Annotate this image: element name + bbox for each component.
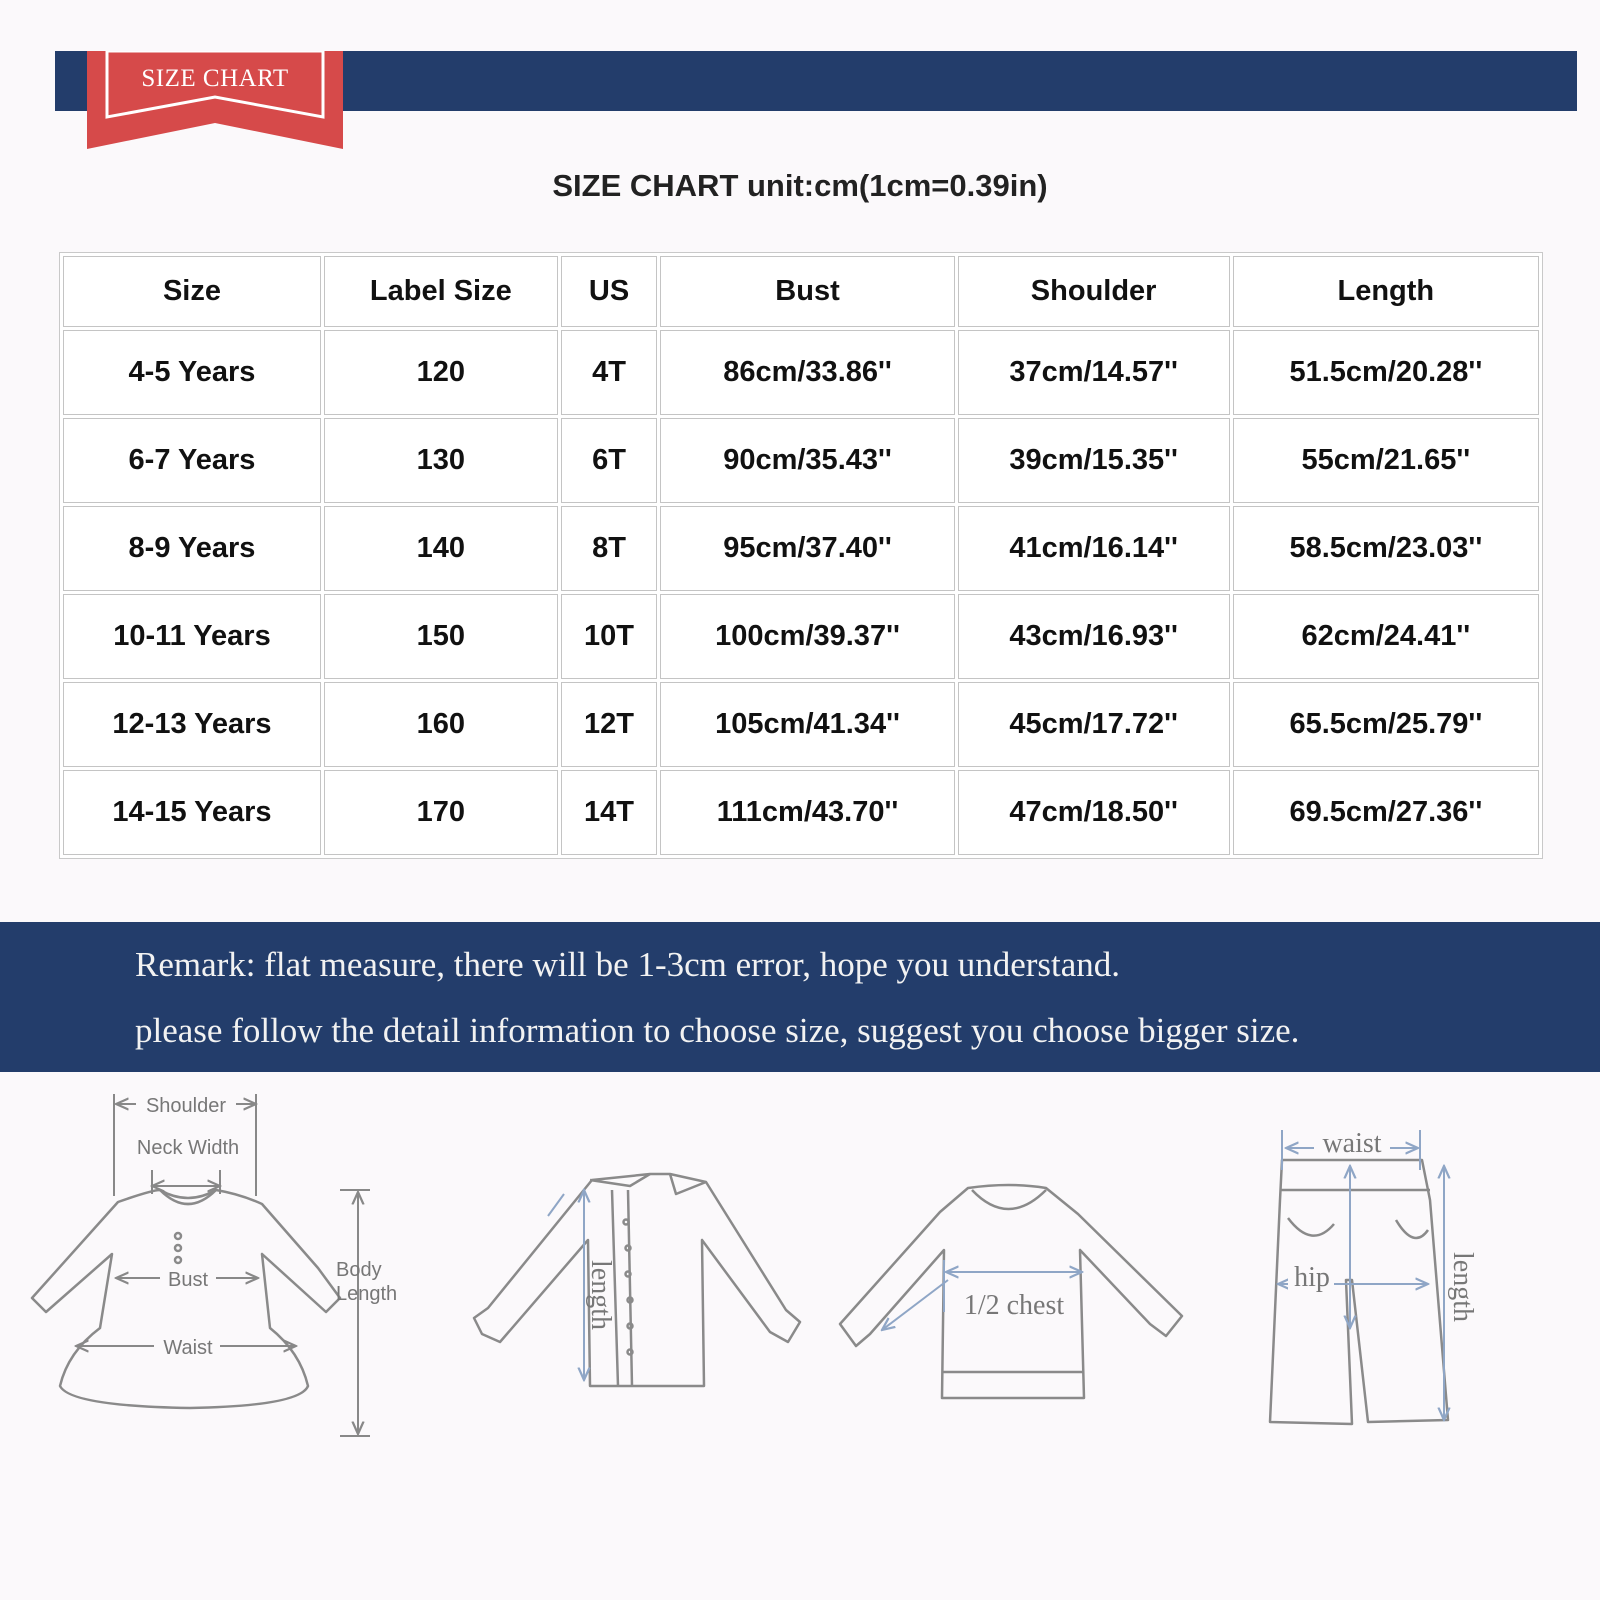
cell-size: 8-9 Years	[63, 506, 321, 591]
cell-label-size: 160	[324, 682, 558, 767]
table-row	[63, 770, 1539, 855]
header-label-size: Label Size	[324, 256, 558, 327]
cell-shoulder: 41cm/16.14''	[958, 506, 1230, 591]
cell-bust: 90cm/35.43''	[660, 418, 954, 503]
cell-us: 6T	[561, 418, 658, 503]
page-title: SIZE CHART unit:cm(1cm=0.39in)	[552, 168, 1048, 203]
cell-shoulder: 47cm/18.50''	[958, 770, 1230, 855]
cell-us: 8T	[561, 506, 658, 591]
dress-waist-label: Waist	[163, 1337, 213, 1359]
cell-length: 65.5cm/25.79''	[1233, 682, 1539, 767]
cell-size: 6-7 Years	[63, 418, 321, 503]
cell-us: 12T	[561, 682, 658, 767]
cell-size: 12-13 Years	[63, 682, 321, 767]
cell-us: 4T	[561, 330, 658, 415]
cell-label-size: 120	[324, 330, 558, 415]
size-chart-ribbon	[87, 51, 343, 151]
table-header-row	[63, 256, 1539, 327]
cell-shoulder: 43cm/16.93''	[958, 594, 1230, 679]
cell-length: 62cm/24.41''	[1233, 594, 1539, 679]
header-size: Size	[63, 256, 321, 327]
dress-length-label: Length	[336, 1283, 398, 1305]
header-shoulder: Shoulder	[958, 256, 1230, 327]
cell-length: 69.5cm/27.36''	[1233, 770, 1539, 855]
remark-line-1: Remark: flat measure, there will be 1-3cm error, hope you understand.	[135, 945, 1121, 984]
table-row	[63, 506, 1539, 591]
header-us: US	[561, 256, 658, 327]
table-row	[63, 330, 1539, 415]
cell-us: 10T	[561, 594, 658, 679]
table-row	[63, 594, 1539, 679]
cell-size: 14-15 Years	[63, 770, 321, 855]
shirt-length-label: length	[585, 1260, 616, 1330]
cell-length: 55cm/21.65''	[1233, 418, 1539, 503]
size-table	[59, 252, 1543, 859]
cell-bust: 105cm/41.34''	[660, 682, 954, 767]
header-bust: Bust	[660, 256, 954, 327]
cell-shoulder: 37cm/14.57''	[958, 330, 1230, 415]
header-length: Length	[1233, 256, 1539, 327]
dress-shoulder-label: Shoulder	[145, 1095, 227, 1117]
table-row	[63, 418, 1539, 503]
cell-bust: 95cm/37.40''	[660, 506, 954, 591]
measurement-diagrams	[0, 1090, 1600, 1450]
cell-bust: 111cm/43.70''	[660, 770, 954, 855]
dress-diagram-icon	[32, 1190, 340, 1408]
pants-waist-label: waist	[1322, 1128, 1382, 1159]
cell-shoulder: 45cm/17.72''	[958, 682, 1230, 767]
dress-neck-label: Neck Width	[136, 1137, 240, 1159]
table-row	[63, 682, 1539, 767]
cell-length: 58.5cm/23.03''	[1233, 506, 1539, 591]
cell-label-size: 130	[324, 418, 558, 503]
cell-label-size: 140	[324, 506, 558, 591]
cell-label-size: 170	[324, 770, 558, 855]
sweater-chest-label: 1/2 chest	[963, 1290, 1065, 1321]
cell-us: 14T	[561, 770, 658, 855]
pants-hip-label: hip	[1294, 1262, 1330, 1293]
dress-body-label: Body	[336, 1259, 382, 1281]
remark-line-2: please follow the detail information to choose size, suggest you choose bigger size.	[135, 1011, 1300, 1050]
ribbon-label: SIZE CHART	[141, 65, 289, 92]
cell-size: 10-11 Years	[63, 594, 321, 679]
cell-label-size: 150	[324, 594, 558, 679]
pants-length-label: length	[1447, 1252, 1478, 1322]
cell-length: 51.5cm/20.28''	[1233, 330, 1539, 415]
cell-bust: 100cm/39.37''	[660, 594, 954, 679]
shirt-diagram-icon	[474, 1174, 800, 1386]
cell-bust: 86cm/33.86''	[660, 330, 954, 415]
dress-bust-label: Bust	[167, 1269, 209, 1291]
cell-size: 4-5 Years	[63, 330, 321, 415]
cell-shoulder: 39cm/15.35''	[958, 418, 1230, 503]
